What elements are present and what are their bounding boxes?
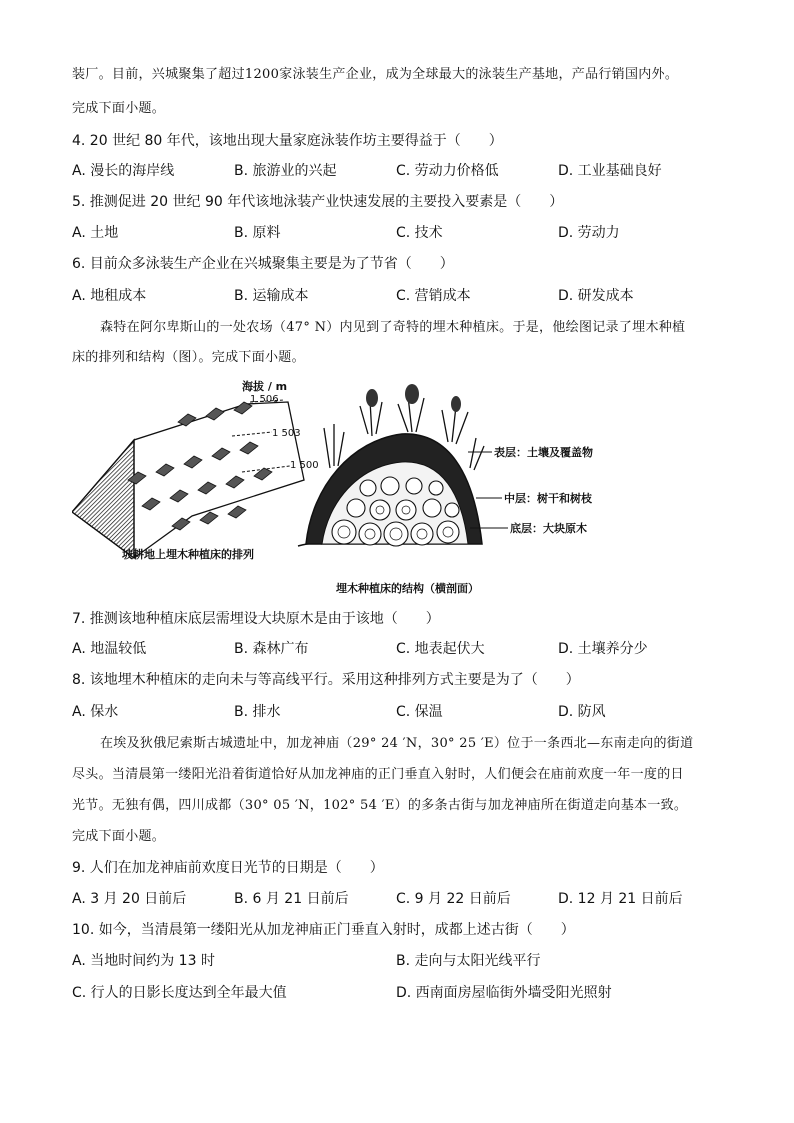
q6-option-b[interactable]: B. 运输成本 — [234, 288, 309, 304]
contour-1506: 1 506 — [250, 394, 279, 405]
q10-option-a[interactable]: A. 当地时间约为 13 时 — [72, 953, 215, 969]
q8-option-c[interactable]: C. 保温 — [396, 704, 443, 720]
q9-option-a[interactable]: A. 3 月 20 日前后 — [72, 891, 187, 907]
q5-option-d[interactable]: D. 劳动力 — [558, 225, 620, 241]
q6-option-c[interactable]: C. 营销成本 — [396, 288, 471, 304]
q10-option-d[interactable]: D. 西南面房屋临街外墙受阳光照射 — [396, 985, 612, 1001]
q4-option-d[interactable]: D. 工业基础良好 — [558, 163, 662, 179]
passage3-line3: 光节。无独有偶，四川成都（30° 05 ′N，102° 54 ′E）的多条古街与加龙神庙所在街道走向基本一致。 — [72, 798, 688, 813]
q6-option-d[interactable]: D. 研发成本 — [558, 288, 634, 304]
contour-1503: 1 503 — [272, 428, 301, 439]
figure-svg — [72, 376, 642, 600]
q4-option-a[interactable]: A. 漫长的海岸线 — [72, 163, 175, 179]
layer-bottom-label: 底层：大块原木 — [510, 522, 587, 535]
q10-option-b[interactable]: B. 走向与太阳光线平行 — [396, 953, 541, 969]
q5-option-b[interactable]: B. 原料 — [234, 225, 281, 241]
right-caption: 埋木种植床的结构（横剖面） — [336, 582, 479, 595]
planting-bed-figure — [72, 376, 642, 600]
q10-option-c[interactable]: C. 行人的日影长度达到全年最大值 — [72, 985, 287, 1001]
question-9-stem: 9. 人们在加龙神庙前欢度日光节的日期是（ ） — [72, 860, 384, 876]
q9-option-c[interactable]: C. 9 月 22 日前后 — [396, 891, 511, 907]
elevation-label: 海拔 / m — [242, 380, 288, 393]
question-8-stem: 8. 该地埋木种植床的走向未与等高线平行。采用这种排列方式主要是为了（ ） — [72, 672, 580, 688]
slope-diagram — [72, 379, 319, 561]
passage3-line4: 完成下面小题。 — [72, 829, 166, 844]
left-caption: 坡耕地上埋木种植床的排列 — [122, 548, 254, 561]
layer-middle-label: 中层：树干和树枝 — [504, 492, 592, 505]
q8-option-d[interactable]: D. 防风 — [558, 704, 606, 720]
q9-option-b[interactable]: B. 6 月 21 日前后 — [234, 891, 349, 907]
q6-option-a[interactable]: A. 地租成本 — [72, 288, 147, 304]
question-4-stem: 4. 20 世纪 80 年代，该地出现大量家庭泳装作坊主要得益于（ ） — [72, 133, 503, 149]
instruction-1: 完成下面小题。 — [72, 101, 166, 116]
question-6-stem: 6. 目前众多泳装生产企业在兴城聚集主要是为了节省（ ） — [72, 256, 454, 272]
passage1-tail: 装厂。目前，兴城聚集了超过1200家泳装生产企业，成为全球最大的泳装生产基地，产品行销国内外。 — [72, 67, 679, 82]
passage3-line2: 尽头。当清晨第一缕阳光沿着街道恰好从加龙神庙的正门垂直入射时，人们便会在庙前欢度一年一度的日 — [72, 767, 684, 782]
layer-top-label: 表层：土壤及覆盖物 — [494, 446, 593, 459]
q4-option-b[interactable]: B. 旅游业的兴起 — [234, 163, 337, 179]
question-7-stem: 7. 推测该地种植床底层需埋设大块原木是由于该地（ ） — [72, 611, 440, 627]
q9-option-d[interactable]: D. 12 月 21 日前后 — [558, 891, 683, 907]
q5-option-a[interactable]: A. 土地 — [72, 225, 119, 241]
q7-option-b[interactable]: B. 森林广布 — [234, 641, 309, 657]
question-5-stem: 5. 推测促进 20 世纪 90 年代该地泳装产业快速发展的主要投入要素是（ ） — [72, 194, 564, 210]
passage2-line2: 床的排列和结构（图）。完成下面小题。 — [72, 350, 305, 365]
contour-1500: 1 500 — [290, 460, 319, 471]
q4-option-c[interactable]: C. 劳动力价格低 — [396, 163, 499, 179]
q7-option-a[interactable]: A. 地温较低 — [72, 641, 147, 657]
q8-option-b[interactable]: B. 排水 — [234, 704, 281, 720]
passage2-line1: 森特在阿尔卑斯山的一处农场（47° N）内见到了奇特的埋木种植床。于是，他绘图记录了埋木种植 — [100, 320, 686, 335]
q7-option-c[interactable]: C. 地表起伏大 — [396, 641, 485, 657]
cross-section-diagram — [298, 384, 593, 595]
question-10-stem: 10. 如今，当清晨第一缕阳光从加龙神庙正门垂直入射时，成都上述古街（ ） — [72, 922, 575, 938]
passage3-line1: 在埃及狄俄尼索斯古城遗址中，加龙神庙（29° 24 ′N，30° 25 ′E）位于一条西北—东南走向的街道 — [100, 736, 694, 751]
q5-option-c[interactable]: C. 技术 — [396, 225, 443, 241]
q7-option-d[interactable]: D. 土壤养分少 — [558, 641, 648, 657]
q8-option-a[interactable]: A. 保水 — [72, 704, 119, 720]
